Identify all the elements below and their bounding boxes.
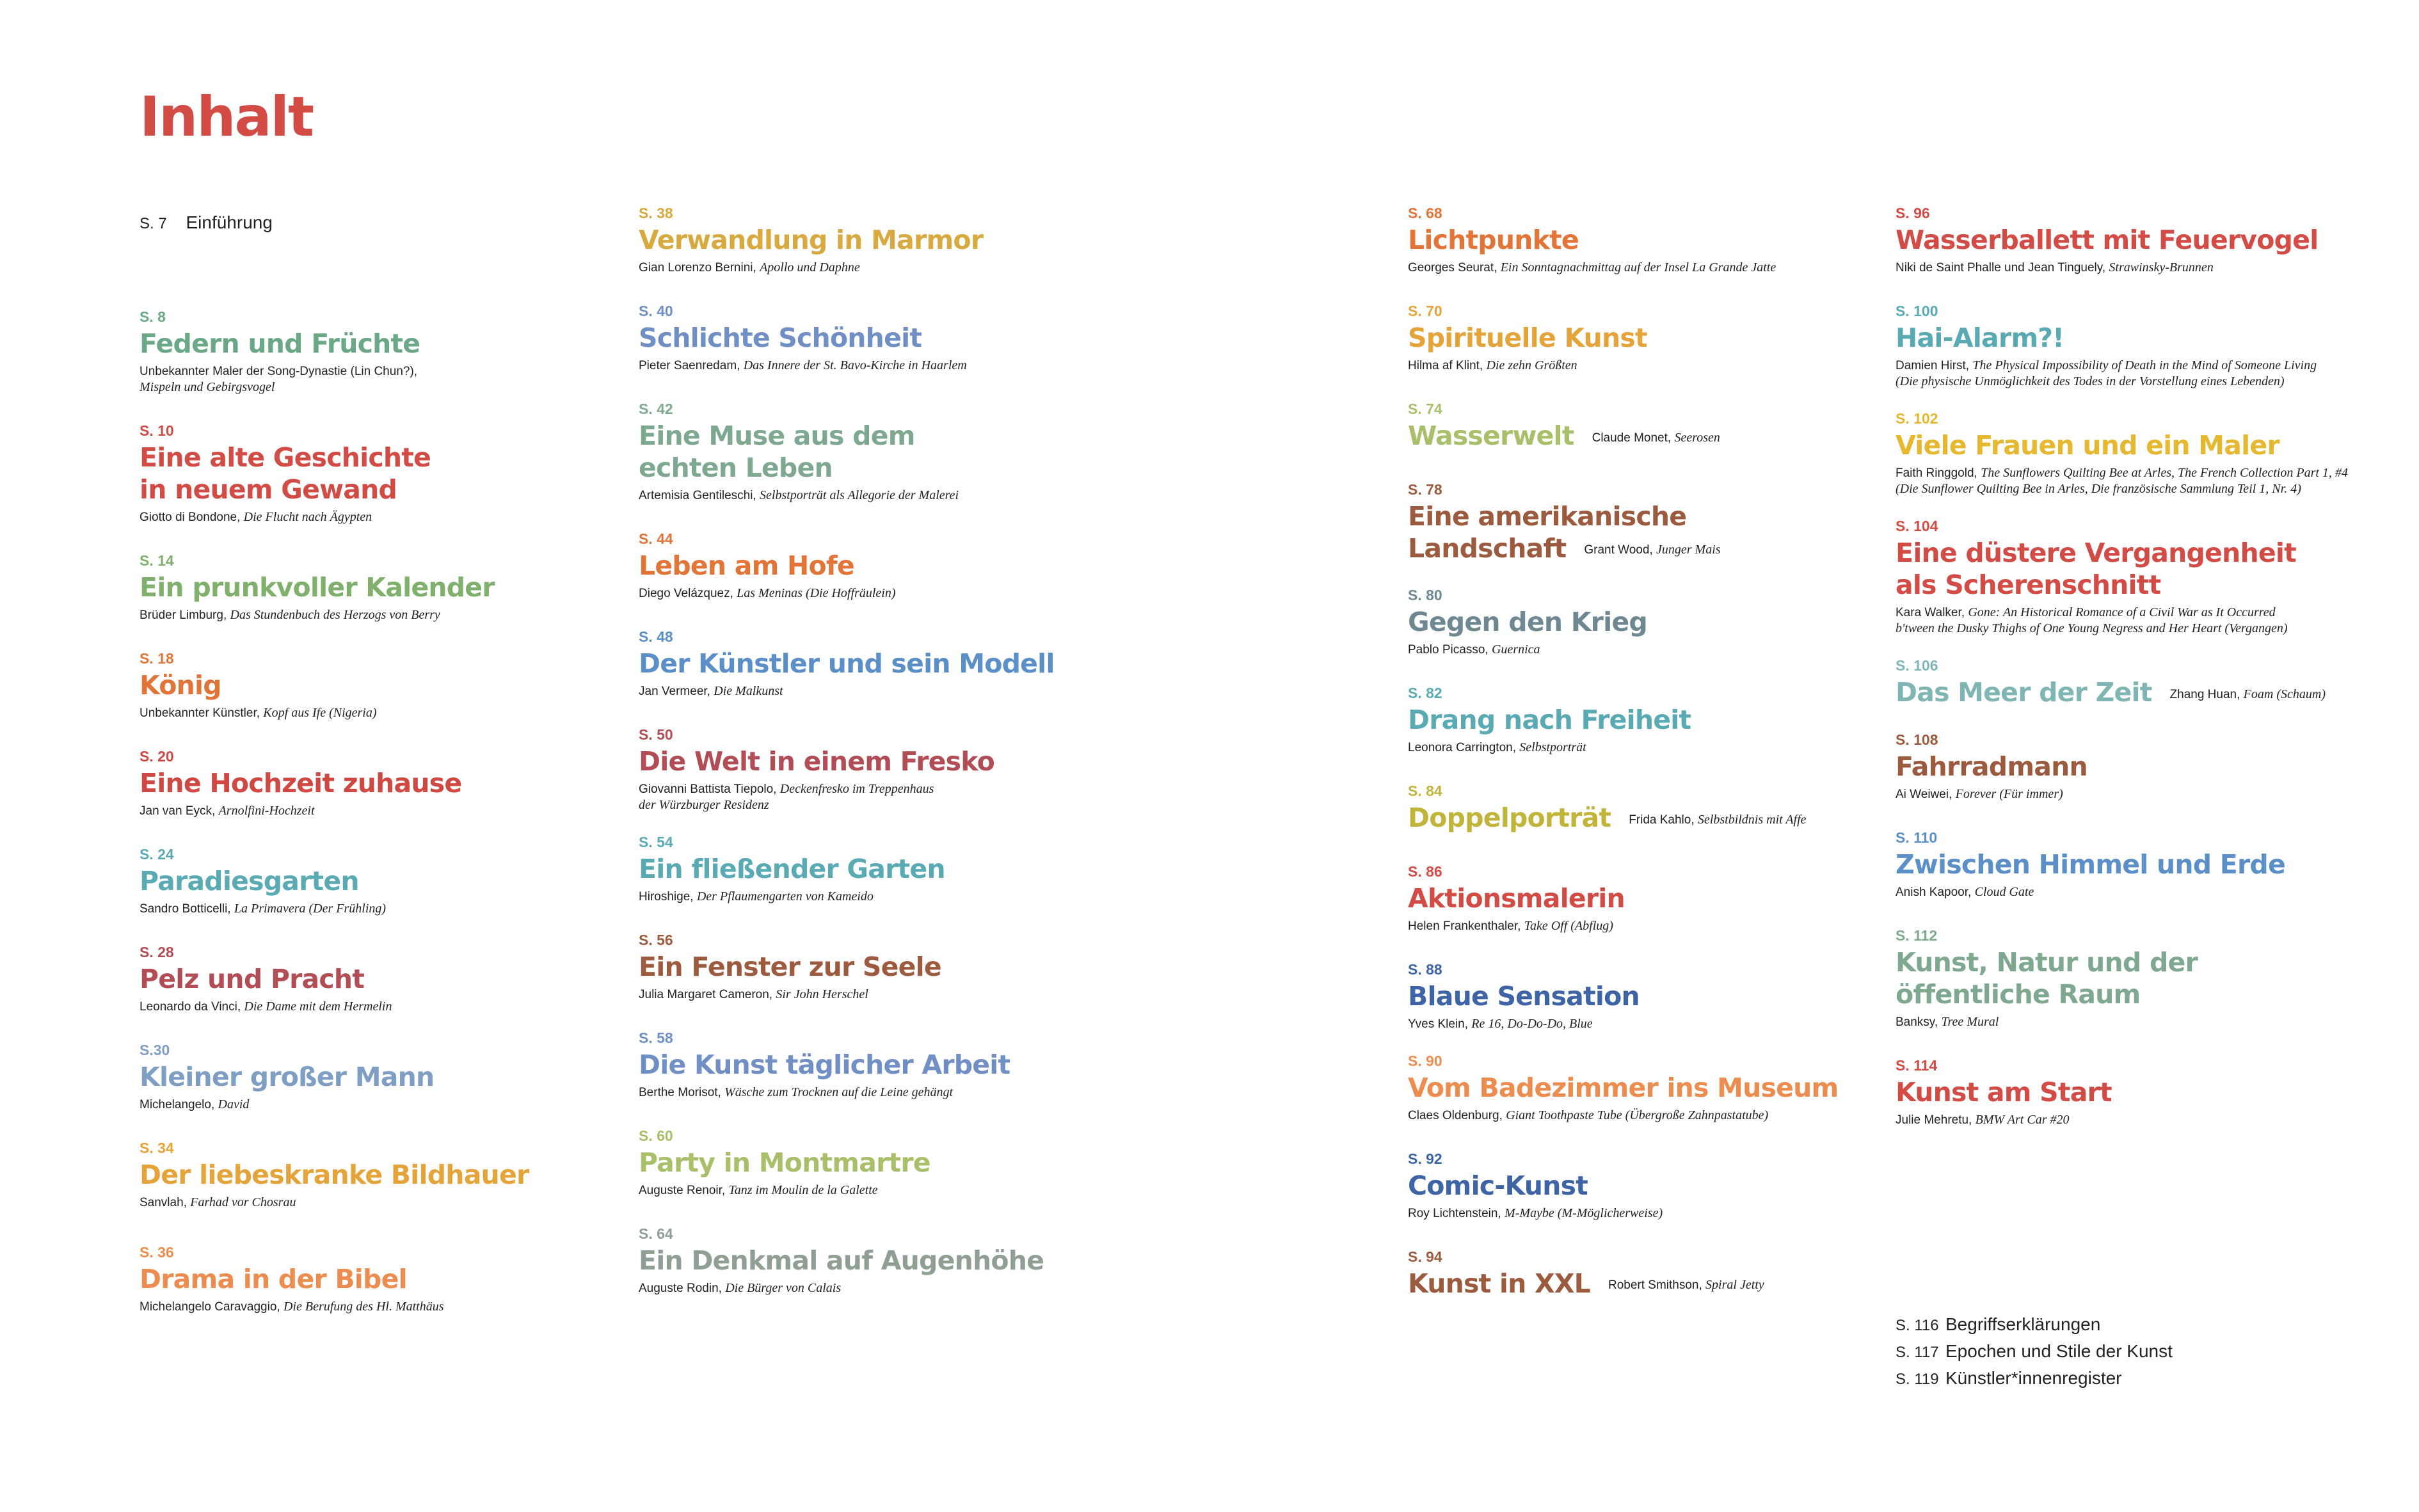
toc-page-number: S. 112 (1896, 927, 1938, 944)
toc-entry-artist: Sandro Botticelli, La Primavera (Der Frühling) (140, 902, 387, 916)
toc-entry-title: Ein Fenster zur Seele (639, 951, 941, 982)
toc-entry-title: Eine amerikanische Landschaft Grant Wood, Junger Mais (1408, 500, 1721, 564)
appendix-page: S. 116 (1896, 1317, 1939, 1334)
toc-entry (140, 649, 600, 721)
toc-entry-work: Das Stundenbuch des Herzogs von Berry (230, 608, 440, 622)
toc-entry-artist: Kara Walker, Gone: An Historical Romance of a Civil War as It Occurred b'tween the Dusky Thighs of One Young Negress and Her Heart (Vergangen) (1896, 605, 2288, 635)
toc-entry (639, 301, 1099, 374)
toc-entry (1896, 203, 2382, 276)
toc-entry-title: Doppelporträt Frida Kahlo, Selbstbildnis mit Affe (1408, 802, 1807, 833)
toc-entry (639, 832, 1099, 905)
toc-page-number: S. 36 (140, 1244, 174, 1261)
toc-entry-artist: Auguste Rodin, Die Bürger von Calais (639, 1281, 842, 1295)
toc-page-number: S. 40 (639, 303, 673, 319)
toc-entry (1896, 1056, 2382, 1128)
toc-entry-artist: Pablo Picasso, Guernica (1408, 642, 1540, 657)
toc-entry-work: Deckenfresko im Treppenhaus der Würzburger Residenz (639, 782, 934, 812)
toc-page-number: S. 56 (639, 932, 673, 948)
toc-entry (1408, 585, 1869, 658)
toc-entry-artist: Grant Wood, Junger Mais (1584, 543, 1721, 557)
toc-page-number: S. 64 (639, 1225, 673, 1242)
toc-entry (140, 747, 600, 819)
toc-entry-title: Aktionsmalerin (1408, 882, 1625, 914)
toc-entry (1896, 301, 2382, 390)
toc-entry-artist: Helen Frankenthaler, Take Off (Abflug) (1408, 918, 1613, 933)
toc-page-number: S. 80 (1408, 587, 1442, 603)
toc-entry-work: Mispeln und Gebirgsvogel (140, 380, 275, 394)
intro-page: S. 7 (140, 215, 167, 232)
toc-entry (639, 627, 1099, 699)
toc-entry-title: Vom Badezimmer ins Museum (1408, 1072, 1839, 1103)
toc-entry-title: Der Künstler und sein Modell (639, 648, 1055, 679)
appendix-label: Begriffserklärungen (1945, 1314, 2101, 1334)
toc-entry (639, 1126, 1099, 1198)
toc-entry-work: La Primavera (Der Frühling) (234, 902, 387, 916)
toc-entry (1408, 683, 1869, 756)
toc-entry-title: Kleiner großer Mann (140, 1062, 435, 1092)
toc-entry-artist: Damien Hirst, The Physical Impossibility of Death in the Mind of Someone Living (Die physische Unmöglichkeit des Todes in der Vorstellung eines Lebenden) (1896, 358, 2317, 388)
toc-entry-title: Lichtpunkte (1408, 225, 1579, 255)
toc-page-number: S. 94 (1408, 1248, 1442, 1265)
toc-entry-artist: Roy Lichtenstein, M-Maybe (M-Möglicherweise) (1408, 1206, 1663, 1220)
toc-entry-title: Kunst, Natur und der öffentliche Raum (1896, 946, 2198, 1010)
toc-entry-title: Comic-Kunst (1408, 1170, 1588, 1201)
toc-entry (639, 529, 1099, 601)
toc-entry-title: Drama in der Bibel (140, 1264, 407, 1294)
toc-entry-title: Leben am Hofe (639, 550, 854, 581)
toc-column-2 (639, 203, 1099, 1296)
toc-entry-artist: Jan van Eyck, Arnolfini-Hochzeit (140, 804, 315, 818)
toc-entry-title: Pelz und Pracht (140, 964, 365, 994)
toc-entry-title: Ein prunkvoller Kalender (140, 572, 495, 603)
toc-entry-artist: Pieter Saenredam, Das Innere der St. Bavo-Kirche in Haarlem (639, 358, 967, 372)
toc-entry-title: Verwandlung in Marmor (639, 225, 984, 255)
toc-entry-title: Viele Frauen und ein Maler (1896, 430, 2279, 461)
toc-entry-work: Der Pflaumengarten von Kameido (696, 889, 874, 903)
toc-entry-title: Eine Hochzeit zuhause (140, 768, 462, 799)
toc-entry-work: Wäsche zum Trocknen auf die Leine gehängt (724, 1085, 954, 1099)
toc-entry-work: Ein Sonntagnachmittag auf der Insel La Grande Jatte (1500, 260, 1776, 275)
toc-entry (1408, 1247, 1869, 1302)
toc-entry (1408, 480, 1869, 567)
toc-entry-title: Wasserballett mit Feuervogel (1896, 225, 2319, 255)
toc-page-number: S. 102 (1896, 410, 1938, 427)
toc-page-number: S. 110 (1896, 829, 1938, 846)
toc-entry-artist: Sanvlah, Farhad vor Chosrau (140, 1195, 296, 1209)
page-title: Inhalt (140, 85, 314, 149)
toc-entry-title: Federn und Früchte (140, 328, 420, 359)
toc-entry-title: Drang nach Freiheit (1408, 704, 1691, 735)
toc-entry-artist: Leonora Carrington, Selbstporträt (1408, 740, 1586, 754)
toc-entry (140, 1138, 600, 1211)
toc-entry-title: Kunst am Start (1896, 1076, 2112, 1108)
toc-entry-work: Kopf aus Ife (Nigeria) (263, 706, 377, 720)
toc-entry-work: Take Off (Abflug) (1524, 918, 1613, 933)
toc-entry-title: König (140, 670, 221, 701)
toc-page-number: S. 50 (639, 726, 673, 743)
toc-page-number: S.30 (140, 1042, 170, 1058)
toc-entry (639, 399, 1099, 504)
toc-entry-work: Cloud Gate (1974, 884, 2034, 899)
toc-entry-artist: Zhang Huan, Foam (Schaum) (2169, 687, 2326, 701)
toc-entry-work: Arnolfini-Hochzeit (218, 804, 315, 818)
toc-entry-title: Die Kunst täglicher Arbeit (639, 1049, 1010, 1080)
toc-page-number: S. 74 (1408, 401, 1442, 417)
toc-entry-artist: Hiroshige, Der Pflaumengarten von Kameido (639, 889, 874, 903)
toc-entry-title: Paradiesgarten (140, 866, 359, 896)
toc-entry-artist: Diego Velázquez, Las Meninas (Die Hoffräulein) (639, 586, 896, 600)
toc-entry-artist: Unbekannter Künstler, Kopf aus Ife (Nigeria) (140, 706, 377, 720)
toc-entry-artist: Gian Lorenzo Bernini, Apollo und Daphne (639, 260, 860, 275)
toc-entry-work: Die Bürger von Calais (725, 1281, 842, 1295)
toc-entry-artist: Artemisia Gentileschi, Selbstporträt als Allegorie der Malerei (639, 488, 959, 502)
toc-entry-title: Gegen den Krieg (1408, 607, 1647, 637)
toc-entry-work: Strawinsky-Brunnen (2109, 260, 2214, 275)
toc-entry (140, 551, 600, 623)
toc-page-number: S. 104 (1896, 518, 1938, 534)
toc-page-number: S. 78 (1408, 481, 1442, 498)
toc-entry-artist: Giovanni Battista Tiepolo, Deckenfresko im Treppenhaus der Würzburger Residenz (639, 782, 934, 812)
appendix-label: Künstler*innenregister (1945, 1368, 2122, 1388)
toc-entry-title: Das Meer der Zeit Zhang Huan, Foam (Schaum) (1896, 677, 2326, 708)
toc-entry-work: Farhad vor Chosrau (190, 1195, 296, 1209)
appendix-item (1896, 1365, 2173, 1392)
toc-entry-artist: Unbekannter Maler der Song-Dynastie (Lin Chun?), Mispeln und Gebirgsvogel (140, 365, 418, 394)
toc-entry (1896, 828, 2382, 900)
toc-page-number: S. 28 (140, 944, 174, 960)
toc-entry-title: Eine düstere Vergangenheit als Scherenschnitt (1896, 537, 2296, 600)
toc-column-3 (1408, 203, 1869, 1301)
toc-page-number: S. 58 (639, 1030, 673, 1046)
toc-page-number: S. 54 (639, 834, 673, 850)
toc-entry-work: Re 16, Do-Do-Do, Blue (1471, 1016, 1593, 1031)
toc-entry-work: Selbstbildnis mit Affe (1697, 812, 1807, 827)
toc-entry-work: Junger Mais (1656, 543, 1721, 557)
toc-entry-artist: Julia Margaret Cameron, Sir John Herschel (639, 987, 868, 1001)
toc-entry-title: Schlichte Schönheit (639, 322, 922, 353)
toc-entry-artist: Berthe Morisot, Wäsche zum Trocknen auf die Leine gehängt (639, 1085, 954, 1099)
toc-entry-artist: Leonardo da Vinci, Die Dame mit dem Hermelin (140, 999, 392, 1014)
toc-entry (639, 203, 1099, 276)
toc-entry-work: Die Dame mit dem Hermelin (244, 999, 392, 1014)
toc-intro (140, 203, 600, 288)
toc-entry-work: Sir John Herschel (776, 987, 868, 1001)
toc-page-number: S. 20 (140, 748, 174, 765)
toc-page-number: S. 44 (639, 530, 673, 547)
appendix-item (1896, 1312, 2173, 1339)
toc-entry-title: Ein fließender Garten (639, 854, 945, 884)
toc-entry (140, 943, 600, 1015)
toc-entry (140, 1040, 600, 1113)
toc-entry-work: Gone: An Historical Romance of a Civil War as It Occurred b'tween the Dusky Thighs of One Young Negress and Her Heart (Vergangen) (1896, 605, 2288, 635)
toc-entry (1408, 1051, 1869, 1124)
toc-page-number: S. 8 (140, 308, 166, 325)
toc-page-number: S. 14 (140, 552, 174, 569)
toc-entry (639, 930, 1099, 1003)
toc-page-number: S. 86 (1408, 863, 1442, 880)
toc-entry-artist: Jan Vermeer, Die Malkunst (639, 684, 783, 698)
toc-entry-artist: Niki de Saint Phalle und Jean Tinguely, Strawinsky-Brunnen (1896, 260, 2214, 275)
toc-entry-artist: Giotto di Bondone, Die Flucht nach Ägypten (140, 510, 372, 524)
toc-page-number: S. 34 (140, 1140, 174, 1156)
toc-entry-work: Forever (Für immer) (1955, 786, 2063, 801)
toc-entry (1408, 960, 1869, 1032)
toc-entry-artist: Faith Ringgold, The Sunflowers Quilting Bee at Arles, The French Collection Part 1, #4 (Die Sunflower Quilting Bee in Arles, Die französische Sammlung Teil 1, Nr. 4) (1896, 466, 2348, 496)
toc-page-number: S. 96 (1896, 205, 1930, 221)
toc-entry-work: David (218, 1097, 250, 1111)
intro-label: Einführung (186, 212, 273, 232)
appendix-item (1896, 1339, 2173, 1365)
toc-entry-artist: Michelangelo Caravaggio, Die Berufung des Hl. Matthäus (140, 1300, 444, 1314)
toc-entry-artist: Michelangelo, David (140, 1097, 250, 1111)
toc-entry-artist: Anish Kapoor, Cloud Gate (1896, 884, 2034, 899)
toc-entry-work: M-Maybe (M-Möglicherweise) (1505, 1206, 1663, 1220)
toc-entry-artist: Frida Kahlo, Selbstbildnis mit Affe (1629, 812, 1807, 827)
toc-entry-work: Die Malkunst (714, 684, 783, 698)
toc-page-number: S. 108 (1896, 731, 1938, 748)
toc-entry (1408, 1149, 1869, 1222)
toc-entry-title: Blaue Sensation (1408, 980, 1640, 1012)
toc-entry-artist: Brüder Limburg, Das Stundenbuch des Herzogs von Berry (140, 608, 440, 622)
toc-entry-work: Selbstporträt als Allegorie der Malerei (760, 488, 959, 502)
toc-entry-work: Apollo und Daphne (760, 260, 860, 275)
toc-page-number: S. 48 (639, 628, 673, 645)
toc-entry-title: Zwischen Himmel und Erde (1896, 848, 2285, 880)
appendix-page: S. 117 (1896, 1344, 1939, 1361)
toc-page-number: S. 60 (639, 1127, 673, 1144)
toc-entry-artist: Robert Smithson, Spiral Jetty (1608, 1278, 1764, 1292)
toc-page-number: S. 38 (639, 205, 673, 221)
toc-entry-title: Fahrradmann (1896, 751, 2088, 782)
toc-entry-artist: Ai Weiwei, Forever (Für immer) (1896, 786, 2063, 801)
toc-entry-title: Spirituelle Kunst (1408, 322, 1647, 353)
toc-entry-work: Tree Mural (1941, 1014, 1999, 1029)
toc-entry (1408, 399, 1869, 454)
toc-page-number: S. 106 (1896, 657, 1938, 674)
toc-page-number: S. 10 (140, 422, 174, 439)
toc-entry-artist: Yves Klein, Re 16, Do-Do-Do, Blue (1408, 1016, 1593, 1031)
toc-entry-artist: Julie Mehretu, BMW Art Car #20 (1896, 1112, 2070, 1127)
toc-entry-title: Hai-Alarm?! (1896, 322, 2064, 353)
toc-entry-work: Die Berufung des Hl. Matthäus (283, 1300, 444, 1314)
toc-page-number: S. 92 (1408, 1150, 1442, 1167)
toc-entry (140, 421, 600, 525)
toc-page-number: S. 100 (1896, 303, 1938, 319)
toc-entry-artist: Hilma af Klint, Die zehn Größten (1408, 358, 1577, 372)
toc-entry-work: Die zehn Größten (1486, 358, 1577, 372)
toc-entry (1408, 862, 1869, 934)
toc-entry-artist: Georges Seurat, Ein Sonntagnachmittag auf der Insel La Grande Jatte (1408, 260, 1776, 275)
toc-page-number: S. 88 (1408, 960, 1442, 978)
toc-appendix (1896, 1312, 2173, 1392)
toc-entry (1896, 730, 2382, 802)
toc-page-number: S. 90 (1408, 1052, 1442, 1069)
toc-entry-work: Seerosen (1674, 430, 1720, 445)
toc-entry-work: Die Flucht nach Ägypten (243, 510, 372, 524)
toc-entry-title: Wasserwelt Claude Monet, Seerosen (1408, 420, 1720, 451)
toc-entry-work: Giant Toothpaste Tube (Übergroße Zahnpastatube) (1506, 1108, 1769, 1122)
toc-column-4 (1896, 203, 2382, 1128)
toc-entry (140, 1243, 600, 1315)
toc-page-number: S. 24 (140, 846, 174, 863)
toc-page-number: S. 42 (639, 401, 673, 417)
toc-entry-work: Las Meninas (Die Hoffräulein) (737, 586, 896, 600)
toc-entry-work: Das Innere der St. Bavo-Kirche in Haarlem (743, 358, 967, 372)
toc-entry (140, 307, 600, 395)
toc-entry (1896, 516, 2382, 637)
toc-entry-title: Ein Denkmal auf Augenhöhe (639, 1245, 1044, 1276)
toc-entry-title: Die Welt in einem Fresko (639, 746, 994, 777)
toc-entry (140, 845, 600, 917)
toc-entry-work: Spiral Jetty (1705, 1278, 1764, 1292)
toc-page-number: S. 82 (1408, 685, 1442, 701)
toc-entry-artist: Banksy, Tree Mural (1896, 1014, 1999, 1029)
toc-entry-artist: Auguste Renoir, Tanz im Moulin de la Galette (639, 1183, 878, 1197)
toc-entry-work: Tanz im Moulin de la Galette (728, 1183, 878, 1197)
toc-entry-work: Foam (Schaum) (2243, 687, 2326, 701)
toc-entry-artist: Claes Oldenburg, Giant Toothpaste Tube (Übergroße Zahnpastatube) (1408, 1108, 1769, 1122)
toc-entry (1896, 926, 2382, 1030)
toc-entry (1408, 301, 1869, 374)
appendix-label: Epochen und Stile der Kunst (1945, 1341, 2173, 1361)
toc-entry (1408, 781, 1869, 836)
toc-column-1 (140, 203, 600, 1315)
toc-entry-title: Party in Montmartre (639, 1147, 930, 1178)
appendix-page: S. 119 (1896, 1371, 1939, 1388)
toc-page-number: S. 84 (1408, 783, 1442, 799)
toc-entry (639, 1028, 1099, 1101)
toc-entry-work: The Sunflowers Quilting Bee at Arles, The French Collection Part 1, #4 (Die Sunflower Quilting Bee in Arles, Die französische Sammlung Teil 1, Nr. 4) (1896, 466, 2348, 496)
toc-entry-artist: Claude Monet, Seerosen (1592, 430, 1720, 445)
toc-entry-title: Eine Muse aus dem echten Leben (639, 420, 915, 483)
toc-entry (639, 725, 1099, 813)
toc-page-number: S. 18 (140, 650, 174, 667)
toc-entry (1408, 203, 1869, 276)
toc-page-number: S. 114 (1896, 1056, 1938, 1074)
toc-page-number: S. 70 (1408, 303, 1442, 319)
toc-entry-work: Selbstporträt (1519, 740, 1586, 754)
toc-page-number: S. 68 (1408, 205, 1442, 221)
toc-entry-work: BMW Art Car #20 (1975, 1112, 2070, 1127)
toc-entry-work: The Physical Impossibility of Death in the Mind of Someone Living (Die physische Unmöglichkeit des Todes in der Vorstellung eines Lebenden) (1896, 358, 2317, 388)
toc-entry (639, 1224, 1099, 1296)
toc-entry-title: Der liebeskranke Bildhauer (140, 1159, 529, 1190)
toc-entry (1896, 656, 2382, 711)
toc-entry (1896, 409, 2382, 497)
toc-entry-title: Eine alte Geschichte in neuem Gewand (140, 442, 431, 505)
toc-entry-title: Kunst in XXL Robert Smithson, Spiral Jetty (1408, 1268, 1764, 1299)
toc-entry-work: Guernica (1491, 642, 1540, 657)
